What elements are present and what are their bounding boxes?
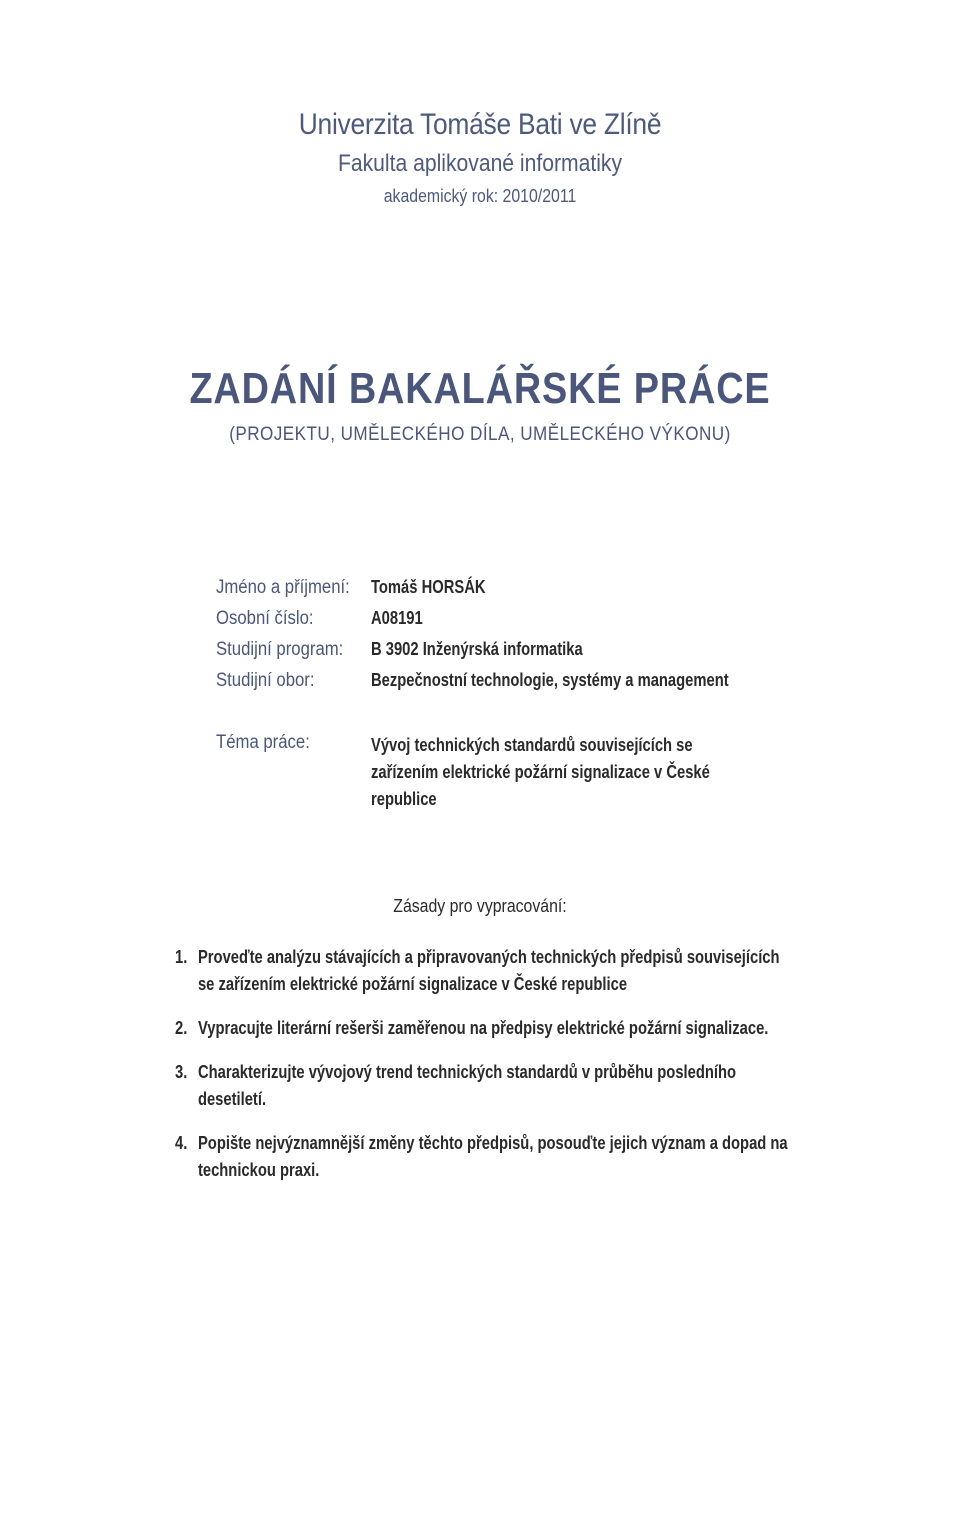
principles-heading: Zásady pro vypracování: bbox=[393, 896, 567, 916]
field-value: Bezpečnostní technologie, systémy a management bbox=[371, 670, 729, 690]
id-row bbox=[216, 603, 807, 634]
list-item-text: Proveďte analýzu stávajících a připravovaných technických předpisů souvisejících se zařízením elektrické požární signalizace v České republice bbox=[197, 947, 780, 994]
document-subtitle: (PROJEKTU, UMĚLECKÉHO DÍLA, UMĚLECKÉHO VÝKONU) bbox=[229, 424, 731, 445]
list-item-number: 3. bbox=[175, 1062, 188, 1082]
student-info bbox=[216, 572, 807, 696]
program-value: B 3902 Inženýrská informatika bbox=[371, 639, 583, 659]
topic-value: Vývoj technických standardů souvisejících se zařízením elektrické požární signalizace v České republice bbox=[371, 735, 710, 809]
faculty-name: Fakulta aplikované informatiky bbox=[337, 150, 623, 177]
list-item-text: Vypracujte literární rešerši zaměřenou na předpisy elektrické požární signalizace. bbox=[197, 1018, 769, 1038]
topic-label: Téma práce: bbox=[216, 732, 310, 753]
list-item-number: 1. bbox=[175, 947, 188, 967]
id-value: A08191 bbox=[371, 608, 423, 628]
name-row bbox=[216, 572, 807, 603]
list-item bbox=[175, 1059, 798, 1113]
list-item-number: 2. bbox=[175, 1018, 188, 1038]
university-name: Univerzita Tomáše Bati ve Zlíně bbox=[298, 108, 662, 141]
list-item bbox=[175, 1130, 798, 1184]
topic-section bbox=[216, 732, 791, 813]
field-label: Studijní obor: bbox=[216, 669, 315, 691]
id-label: Osobní číslo: bbox=[216, 607, 314, 629]
field-row bbox=[216, 665, 807, 696]
list-item bbox=[175, 1015, 798, 1042]
list-item-text: Charakterizujte vývojový trend technických standardů v průběhu posledního desetiletí. bbox=[197, 1062, 737, 1109]
list-item bbox=[175, 944, 798, 998]
document-title: ZADÁNÍ BAKALÁŘSKÉ PRÁCE bbox=[189, 364, 771, 413]
program-label: Studijní program: bbox=[216, 638, 344, 660]
list-item-text: Popište nejvýznamnější změny těchto předpisů, posouďte jejich význam a dopad na technickou praxi. bbox=[197, 1133, 788, 1180]
principles-list bbox=[175, 944, 935, 1201]
name-label: Jméno a příjmení: bbox=[216, 576, 350, 598]
program-row bbox=[216, 634, 807, 665]
list-item-number: 4. bbox=[175, 1133, 188, 1153]
name-value: Tomáš HORSÁK bbox=[371, 577, 486, 597]
academic-year: akademický rok: 2010/2011 bbox=[383, 186, 577, 206]
